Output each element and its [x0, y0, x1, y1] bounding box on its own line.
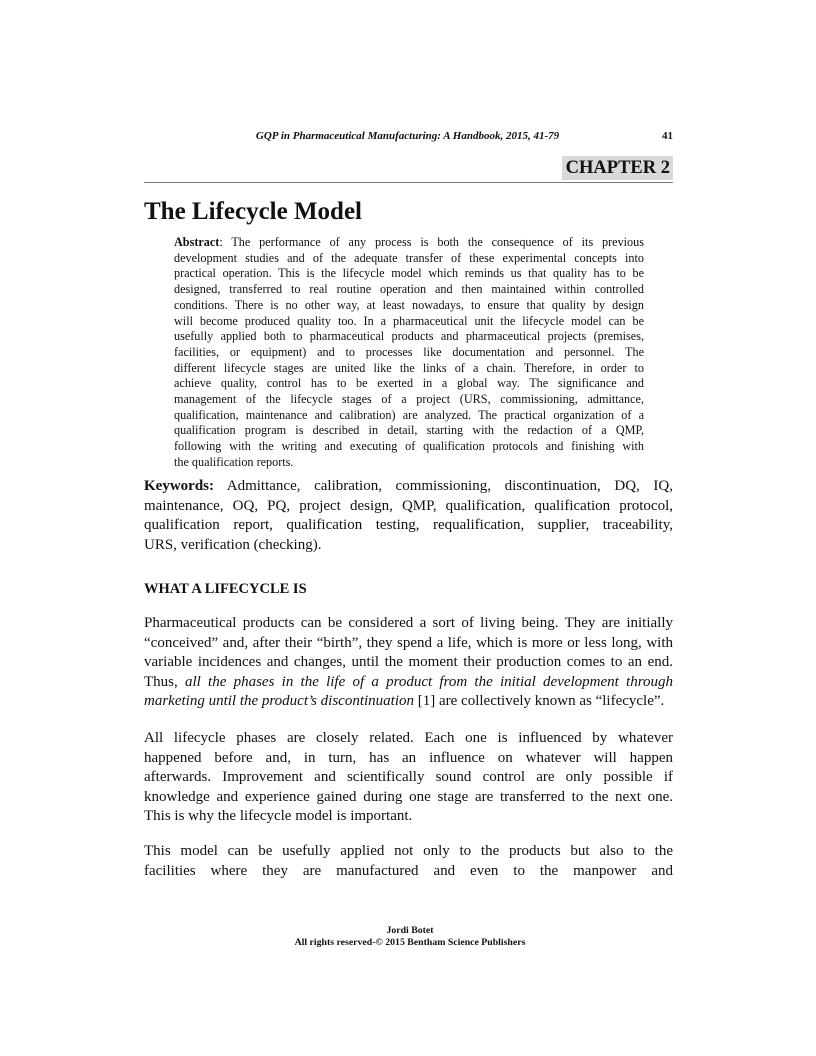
text-run: facilities, or equipment) and to processes like documentation and personnel. The	[174, 344, 644, 359]
text-line	[174, 298, 644, 314]
footer-author: Jordi Botet	[386, 925, 434, 936]
text-line	[174, 392, 644, 408]
chapter-title: The Lifecycle Model	[144, 198, 362, 225]
text-run: Keywords:	[144, 478, 214, 494]
text-run: qualification report, qualification testing, requalification, supplier, traceability,	[144, 517, 673, 533]
paragraph	[144, 729, 673, 827]
text-line	[174, 251, 644, 267]
text-run: variable incidences and changes, until the moment their production comes to an end.	[144, 654, 673, 670]
text-run: afterwards. Improvement and scientifically sound control are only possible if	[144, 769, 673, 785]
text-run: practical operation. This is the lifecycle model which reminds us that quality has to be	[174, 266, 644, 281]
text-run: [1] are collectively known as “lifecycle”.	[414, 693, 665, 709]
text-line	[144, 692, 673, 712]
text-run: “conceived” and, after their “birth”, they spend a life, which is more or less long, with	[144, 634, 673, 651]
text-run: qualification, maintenance and calibration) are analyzed. The practical organization of a	[174, 407, 644, 422]
text-run: following with the writing and executing of qualification protocols and finishing with	[174, 439, 644, 454]
text-line	[144, 477, 673, 497]
text-line	[174, 423, 644, 439]
running-header: GQP in Pharmaceutical Manufacturing: A Handbook, 2015, 41-79	[255, 130, 560, 142]
text-run: qualification program is described in detail, starting with the redaction of a QMP,	[174, 423, 644, 438]
text-run: achieve quality, control has to be exerted in a global way. The significance and	[174, 376, 644, 391]
text-run: maintenance, OQ, PQ, project design, QMP, qualification, qualification protocol,	[144, 497, 673, 514]
text-line	[174, 345, 644, 361]
text-run: happened before and, in turn, has an influence on whatever will happen	[144, 749, 673, 766]
text-line	[174, 455, 644, 471]
text-line	[144, 768, 673, 788]
abstract	[174, 235, 644, 471]
section-heading: WHAT A LIFECYCLE IS	[144, 581, 307, 597]
text-line	[174, 329, 644, 345]
text-run: : The performance of any process is both the consequence of its previous	[219, 235, 644, 249]
text-run: Abstract	[174, 235, 220, 249]
text-line	[144, 614, 673, 634]
text-line	[144, 862, 673, 882]
text-run: will become produced quality too. In a pharmaceutical unit the lifecycle model can be	[174, 313, 644, 328]
paragraph	[144, 842, 673, 881]
text-run: different lifecycle stages are united like the links of a chain. Therefore, in order to	[174, 360, 644, 375]
text-line	[174, 266, 644, 282]
text-line	[174, 376, 644, 392]
text-run: This is why the lifecycle model is important.	[144, 808, 413, 824]
footer-copyright: All rights reserved-© 2015 Bentham Science Publishers	[294, 937, 526, 948]
text-run: management of the lifecycle stages of a project (URS, commissioning, admittance,	[174, 392, 644, 407]
text-run: Pharmaceutical products can be considered a sort of living being. They are initially	[144, 615, 673, 631]
text-line	[174, 282, 644, 298]
text-run: all the phases in the life of a product from the initial development through	[184, 673, 674, 690]
text-line	[144, 673, 673, 693]
text-line	[144, 807, 673, 827]
text-line	[144, 749, 673, 769]
text-line	[144, 536, 673, 556]
header-rule	[144, 182, 673, 183]
page-number: 41	[662, 130, 673, 142]
text-run: usefully applied both to pharmaceutical products and pharmaceutical projects (premises,	[174, 329, 644, 344]
text-run: All lifecycle phases are closely related. Each one is influenced by whatever	[144, 730, 673, 746]
text-line	[174, 361, 644, 377]
text-line	[144, 788, 673, 808]
text-line	[144, 842, 673, 862]
keywords	[144, 477, 673, 555]
chapter-label: CHAPTER 2	[562, 156, 673, 180]
text-run: development studies and of the adequate transfer of these experimental concepts into	[174, 250, 644, 265]
text-run: facilities where they are manufactured and even to the manpower and	[144, 862, 673, 879]
text-run: marketing until the product’s discontinuation	[144, 693, 414, 709]
text-line	[144, 729, 673, 749]
text-run: Admittance, calibration, commissioning, discontinuation, DQ, IQ,	[214, 478, 673, 494]
text-run: knowledge and experience gained during one stage are transferred to the next one.	[144, 788, 673, 805]
text-line	[174, 439, 644, 455]
text-line	[174, 235, 644, 251]
text-run: URS, verification (checking).	[144, 536, 322, 553]
text-run: Thus,	[144, 673, 185, 690]
text-run: designed, transferred to real routine operation and then maintained within controlled	[174, 282, 644, 297]
text-run: the qualification reports.	[174, 454, 294, 469]
text-line	[144, 497, 673, 517]
text-line	[144, 516, 673, 536]
text-line	[144, 653, 673, 673]
text-run: This model can be usefully applied not only to the products but also to the	[144, 843, 673, 859]
text-line	[144, 634, 673, 654]
text-line	[174, 408, 644, 424]
text-line	[174, 314, 644, 330]
text-run: conditions. There is no other way, at least nowadays, to ensure that quality by design	[174, 297, 644, 312]
paragraph	[144, 614, 673, 712]
